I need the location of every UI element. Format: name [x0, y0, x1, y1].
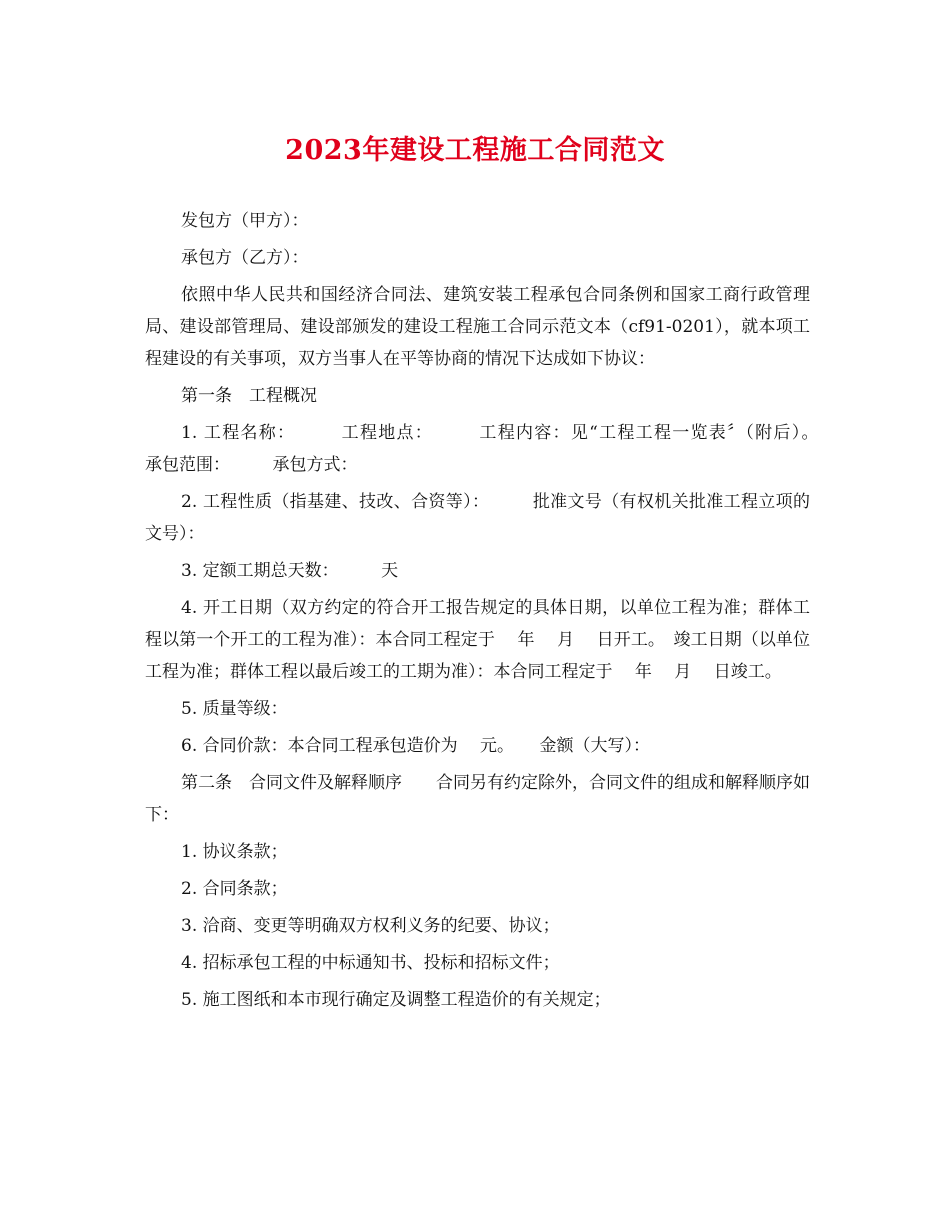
- article-1-item-3: 3. 定额工期总天数： 天: [181, 561, 399, 581]
- document-title: 2023年建设工程施工合同范文: [285, 135, 665, 166]
- article-1-item-6: 6. 合同价款：本合同工程承包造价为 元。 金额（大写）：: [181, 736, 651, 756]
- article-2-heading: 第二条 合同文件及解释顺序 合同另有约定除外，合同文件的组成和解释顺序如下：: [145, 773, 810, 825]
- article-2-item-1: 1. 协议条款；: [181, 842, 288, 862]
- article-2-item-4: 4. 招标承包工程的中标通知书、投标和招标文件；: [181, 953, 560, 973]
- article-1-heading: 第一条 工程概况: [181, 386, 317, 406]
- article-1-item-5: 5. 质量等级：: [181, 699, 288, 719]
- paragraph-party-a: 发包方（甲方）：: [181, 211, 309, 231]
- article-1-item-2: 2. 工程性质（指基建、技改、合资等）： 批准文号（有权机关批准工程立项的文号）：: [145, 492, 810, 544]
- article-2-item-3: 3. 洽商、变更等明确双方权利义务的纪要、协议；: [181, 916, 560, 936]
- article-1-item-4: 4. 开工日期（双方约定的符合开工报告规定的具体日期，以单位工程为准；群体工程以第一个开工的工程为准）：本合同工程定于 年 月 日开工。 竣工日期（以单位工程为准；群体工程以最后竣工的工期为准）：本合同工程定于 年 月 日竣工。: [145, 598, 810, 682]
- document-body: [145, 205, 844, 1021]
- article-2-item-2: 2. 合同条款；: [181, 879, 288, 899]
- article-1-item-1: 1. 工程名称： 工程地点： 工程内容：见“工程工程一览表〞（附后）。 承包范围： 承包方式：: [145, 423, 844, 475]
- article-2-item-5: 5. 施工图纸和本市现行确定及调整工程造价的有关规定；: [181, 990, 611, 1010]
- paragraph-party-b: 承包方（乙方）：: [181, 248, 309, 268]
- paragraph-preamble: 依照中华人民共和国经济合同法、建筑安装工程承包合同条例和国家工商行政管理局、建设部管理局、建设部颁发的建设工程施工合同示范文本（cf91-0201），就本项工程建设的有关事项，双方当事人在平等协商的情况下达成如下协议：: [145, 285, 810, 369]
